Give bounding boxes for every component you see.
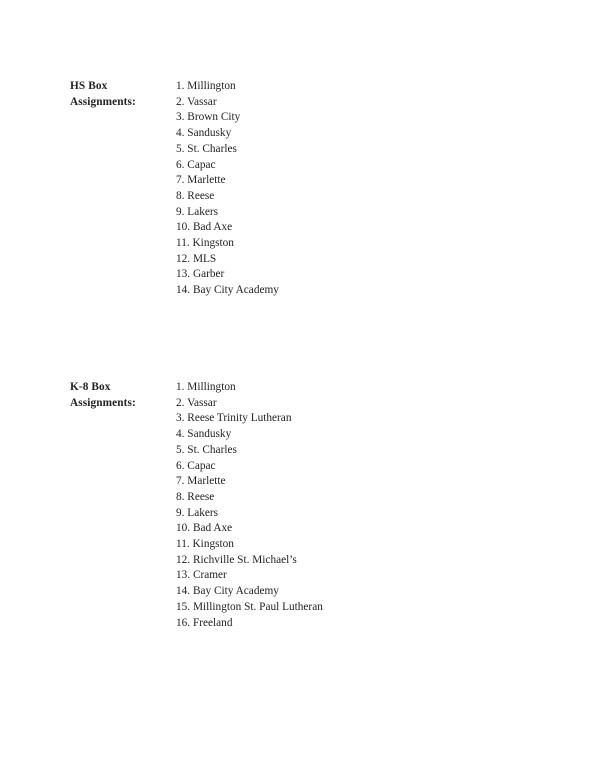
list-item: 14. Bay City Academy	[176, 284, 279, 297]
list-item: 2. Vassar	[176, 95, 217, 108]
list-item: 11. Kingston	[176, 237, 234, 250]
list-item: 2. Vassar	[176, 396, 217, 409]
list-item: 15. Millington St. Paul Lutheran	[176, 600, 323, 613]
list-item: 3. Reese Trinity Lutheran	[176, 412, 292, 425]
list-item: 1. Millington	[176, 381, 236, 393]
list-item: 5. St. Charles	[176, 142, 237, 155]
list-item: 4. Sandusky	[176, 428, 232, 441]
list-item: 10. Bad Axe	[176, 522, 233, 535]
list-item: 7. Marlette	[176, 475, 226, 488]
list-item: 12. Richville St. Michael’s	[176, 553, 297, 566]
list-item: 8. Reese	[176, 490, 215, 503]
hs-list	[176, 79, 279, 299]
list-item: 14. Bay City Academy	[176, 585, 279, 598]
list-item: 16. Freeland	[176, 616, 233, 629]
k8-box-assignments-section	[70, 380, 323, 631]
list-item: 8. Reese	[176, 189, 215, 202]
list-item: 12. MLS	[176, 252, 217, 265]
list-item: 1. Millington	[176, 80, 236, 92]
list-item: 5. St. Charles	[176, 443, 237, 456]
hs-label-line-2: Assignments:	[70, 95, 136, 108]
k8-list	[176, 380, 323, 631]
hs-box-assignments-list	[176, 79, 279, 299]
list-item: 9. Lakers	[176, 506, 219, 519]
list-item: 6. Capac	[176, 158, 216, 171]
list-item: 3. Brown City	[176, 111, 241, 124]
list-item: 4. Sandusky	[176, 127, 232, 140]
k8-box-assignments-label	[70, 380, 176, 411]
list-item: 13. Cramer	[176, 569, 227, 582]
k8-label-line-1: K-8 Box	[70, 381, 111, 393]
hs-box-assignments-label	[70, 79, 176, 110]
list-item: 9. Lakers	[176, 205, 219, 218]
hs-box-assignments-section	[70, 79, 279, 299]
k8-label-line-2: Assignments:	[70, 396, 136, 409]
list-item: 13. Garber	[176, 268, 225, 281]
list-item: 7. Marlette	[176, 174, 226, 187]
list-item: 10. Bad Axe	[176, 221, 233, 234]
list-item: 6. Capac	[176, 459, 216, 472]
hs-label-line-1: HS Box	[70, 80, 108, 92]
list-item: 11. Kingston	[176, 538, 234, 551]
k8-box-assignments-list	[176, 380, 323, 631]
